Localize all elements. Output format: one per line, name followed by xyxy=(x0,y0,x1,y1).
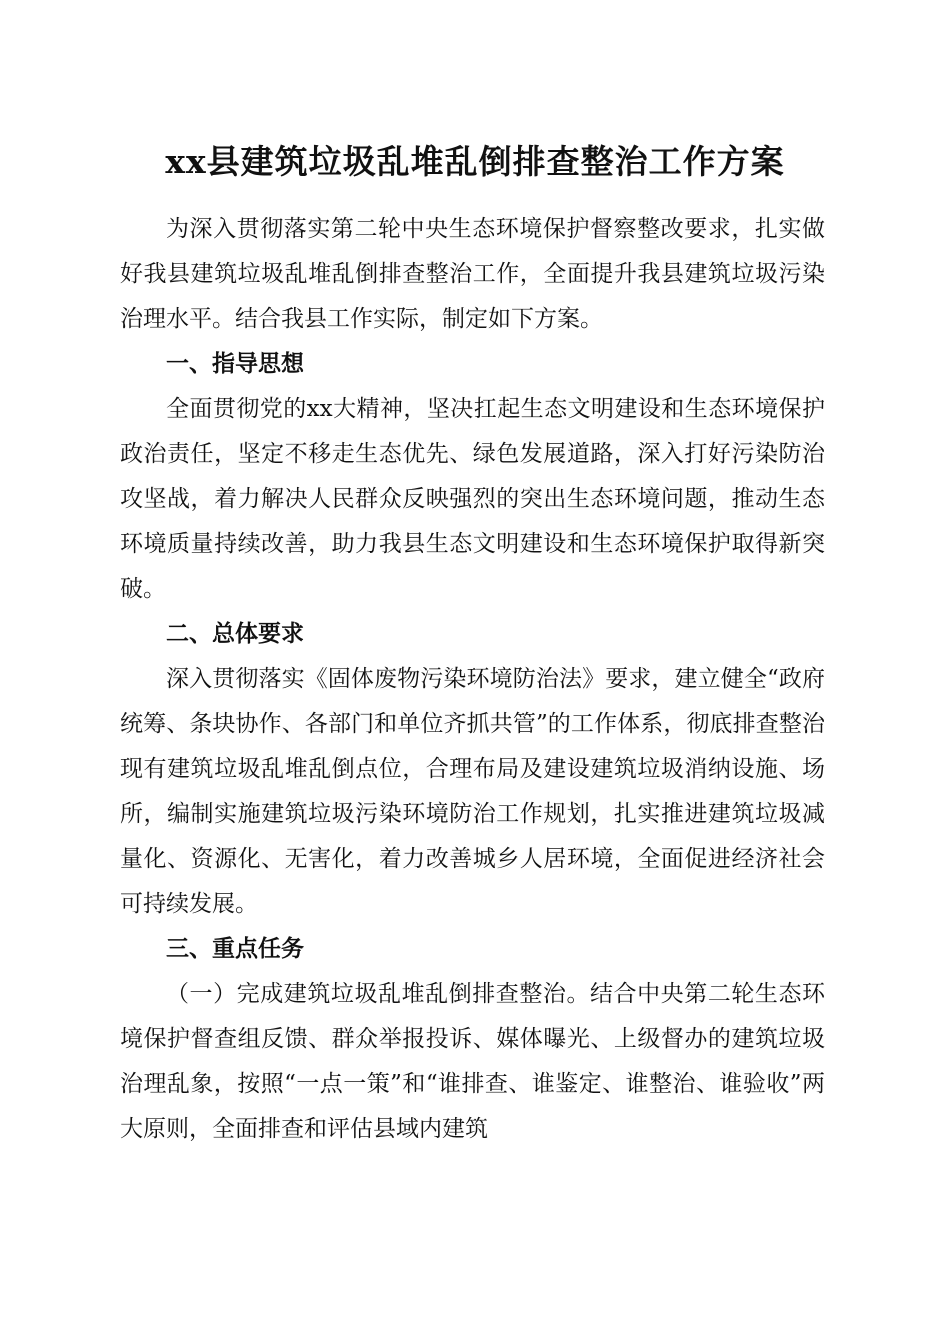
intro-paragraph: 为深入贯彻落实第二轮中央生态环境保护督察整改要求，扎实做好我县建筑垃圾乱堆乱倒排查整治工作，全面提升我县建筑垃圾污染治理水平。结合我县工作实际，制定如下方案。 xyxy=(120,216,825,332)
section-heading-guiding-ideology: 一、指导思想 xyxy=(166,351,304,377)
section-paragraph-key-tasks: （一）完成建筑垃圾乱堆乱倒排查整治。结合中央第二轮生态环境保护督查组反馈、群众举报投诉、媒体曝光、上级督办的建筑垃圾治理乱象，按照“一点一策”和“谁排查、谁鉴定、谁整治、谁验收”两大原则，全面排查和评估县域内建筑 xyxy=(120,981,825,1142)
section-paragraph-guiding-ideology: 全面贯彻党的xx大精神，坚决扛起生态文明建设和生态环境保护政治责任，坚定不移走生态优先、绿色发展道路，深入打好污染防治攻坚战，着力解决人民群众反映强烈的突出生态环境问题，推动生态环境质量持续改善，助力我县生态文明建设和生态环境保护取得新突破。 xyxy=(120,396,825,602)
section-heading-general-requirements: 二、总体要求 xyxy=(166,621,304,647)
document-body xyxy=(120,203,825,1152)
document-title: xx县建筑垃圾乱堆乱倒排查整治工作方案 xyxy=(165,142,785,181)
section-heading-key-tasks: 三、重点任务 xyxy=(166,936,304,962)
section-paragraph-general-requirements: 深入贯彻落实《固体废物污染环境防治法》要求，建立健全“政府统筹、条块协作、各部门和单位齐抓共管”的工作体系，彻底排查整治现有建筑垃圾乱堆乱倒点位，合理布局及建设建筑垃圾消纳设施、场所，编制实施建筑垃圾污染环境防治工作规划，扎实推进建筑垃圾减量化、资源化、无害化，着力改善城乡人居环境，全面促进经济社会可持续发展。 xyxy=(120,666,825,917)
